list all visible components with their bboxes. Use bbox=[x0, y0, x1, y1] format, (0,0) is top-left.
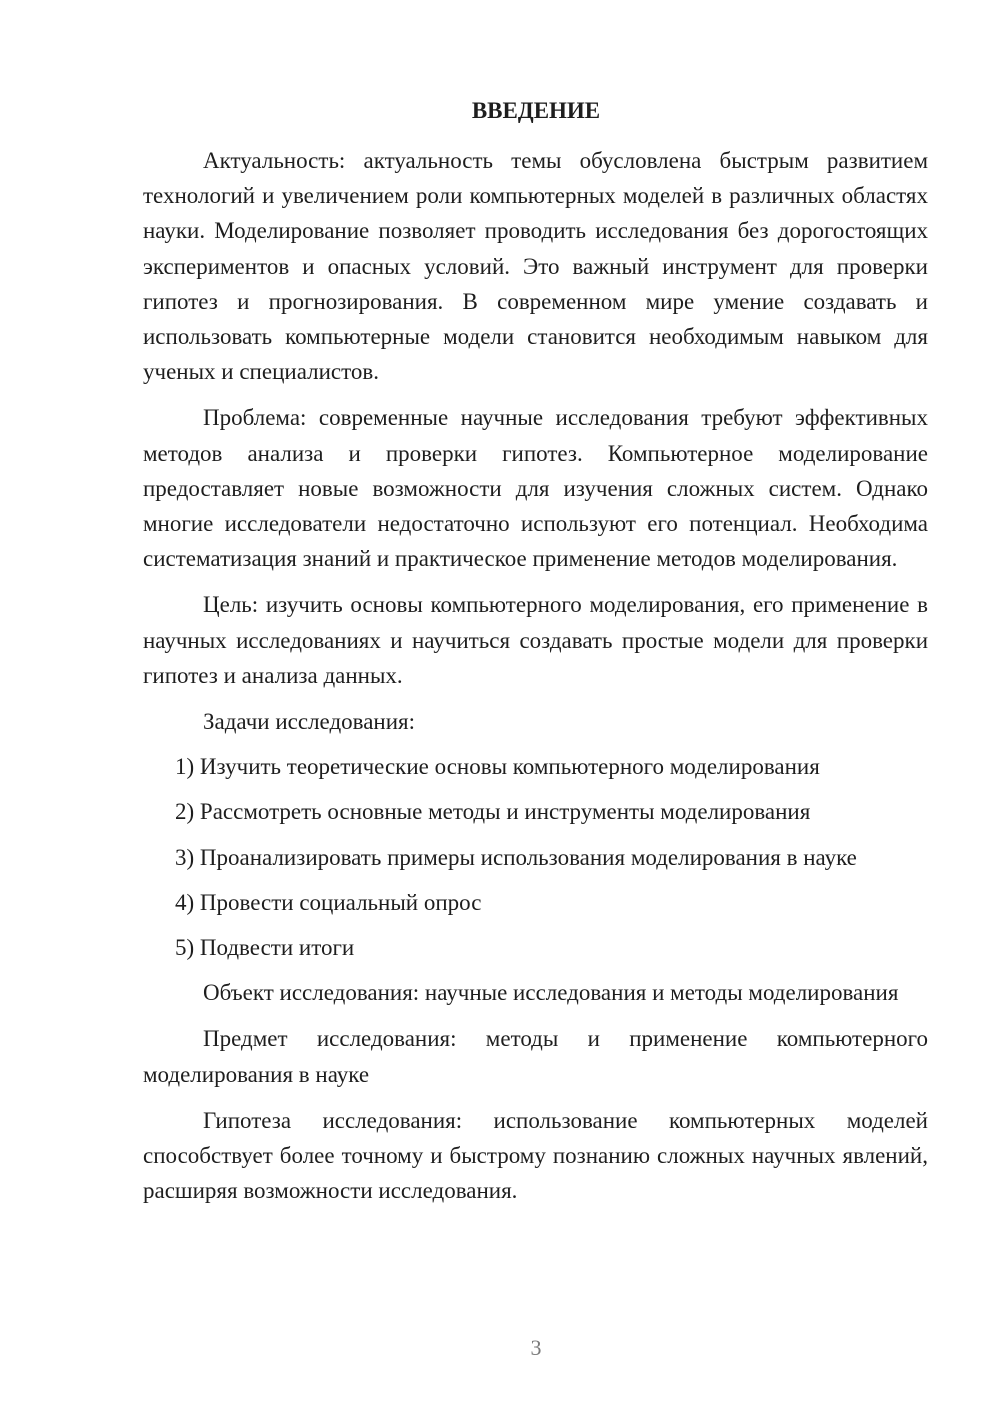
tasks-list bbox=[143, 749, 928, 965]
task-item: 2) Рассмотреть основные методы и инструменты моделирования bbox=[175, 799, 811, 825]
object-paragraph: Объект исследования: научные исследования и методы моделирования bbox=[203, 980, 899, 1006]
goal-paragraph: Цель: изучить основы компьютерного моделирования, его применение в научных исследованиях и научиться создавать простые модели для проверки гипотез и анализа данных. bbox=[143, 592, 928, 688]
task-item: 3) Проанализировать примеры использования моделирования в науке bbox=[175, 844, 857, 870]
problem-paragraph: Проблема: современные научные исследования требуют эффективных методов анализа и проверки гипотез. Компьютерное моделирование предоставляет новые возможности для изучения сложных систем. Однако многие исследователи недостаточно используют его потенциал. Необходима систематизация знаний и практическое применение методов моделирования. bbox=[143, 405, 928, 572]
task-item: 5) Подвести итоги bbox=[175, 935, 355, 961]
tasks-title: Задачи исследования: bbox=[203, 709, 416, 735]
task-item: 1) Изучить теоретические основы компьютерного моделирования bbox=[175, 754, 820, 780]
relevance-paragraph: Актуальность: актуальность темы обусловлена быстрым развитием технологий и увеличением роли компьютерных моделей в различных областях науки. Моделирование позволяет проводить исследования без дорогостоящих экспериментов и опасных условий. Это важный инструмент для проверки гипотез и прогнозирования. В современном мире умение создавать и использовать компьютерные модели становится необходимым навыком для ученых и специалистов. bbox=[143, 148, 928, 385]
hypothesis-paragraph: Гипотеза исследования: использование компьютерных моделей способствует более точному и быстрому познанию сложных научных явлений, расширяя возможности исследования. bbox=[143, 1107, 928, 1204]
page-body bbox=[143, 143, 928, 1219]
page-title: ВВЕДЕНИЕ bbox=[471, 98, 601, 123]
subject-paragraph: Предмет исследования: методы и применение компьютерного моделирования в науке bbox=[143, 1026, 928, 1087]
page-number: 3 bbox=[530, 1335, 542, 1360]
task-item: 4) Провести социальный опрос bbox=[175, 889, 482, 915]
